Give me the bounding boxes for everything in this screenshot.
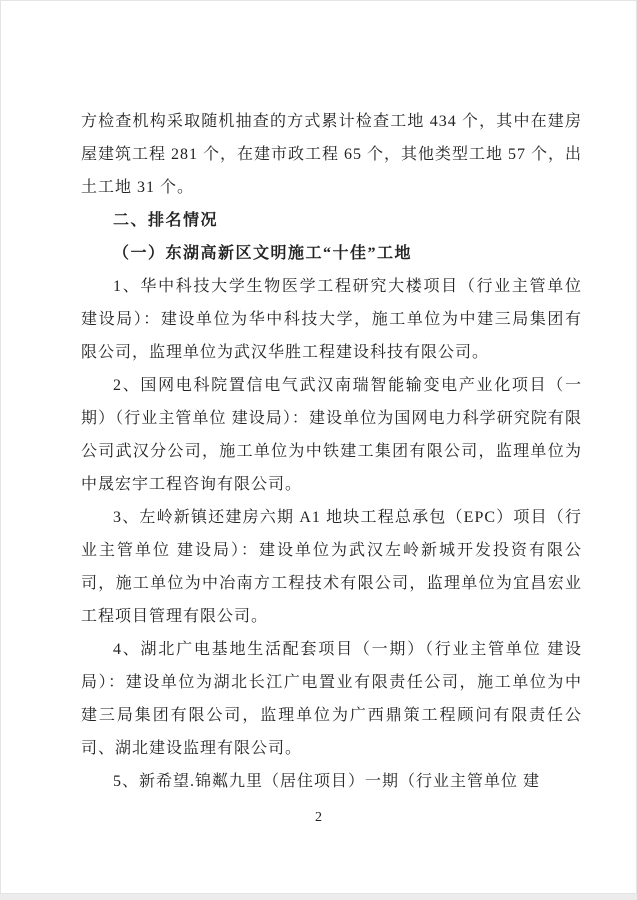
ranked-item-4: 4、湖北广电基地生活配套项目（一期）（行业主管单位 建设局）：建设单位为湖北长江广电置业有限责任公司，施工单位为中建三局集团有限公司，监理单位为广西鼎策工程顾问有限责任公司、湖北建设监理有限公司。 — [81, 641, 582, 757]
page-number: 2 — [315, 810, 322, 825]
ranked-item-2: 2、国网电科院置信电气武汉南瑞智能输变电产业化项目（一期）（行业主管单位 建设局）：建设单位为国网电力科学研究院有限公司武汉分公司，施工单位为中铁建工集团有限公司，监理单位为中晟宏宇工程咨询有限公司。 — [81, 377, 582, 493]
ranked-item-1: 1、华中科技大学生物医学工程研究大楼项目（行业主管单位 建设局）：建设单位为华中科技大学，施工单位为中建三局集团有限公司，监理单位为武汉华胜工程建设科技有限公司。 — [81, 278, 582, 361]
subsection-heading: （一）东湖高新区文明施工“十佳”工地 — [113, 245, 413, 262]
section-heading: 二、排名情况 — [113, 212, 219, 229]
ranked-item-5: 5、新希望.锦粼九里（居住项目）一期（行业主管单位 建 — [113, 773, 541, 790]
ranked-item-3: 3、左岭新镇还建房六期 A1 地块工程总承包（EPC）项目（行业主管单位 建设局）：建设单位为武汉左岭新城开发投资有限公司，施工单位为中冶南方工程技术有限公司，监理单位为宜昌宏业工程项目管理有限公司。 — [81, 509, 582, 625]
intro-paragraph: 方检查机构采取随机抽查的方式累计检查工地 434 个，其中在建房屋建筑工程 281 个，在建市政工程 65 个，其他类型工地 57 个，出土工地 31 个。 — [81, 113, 583, 196]
document-body — [81, 105, 582, 798]
